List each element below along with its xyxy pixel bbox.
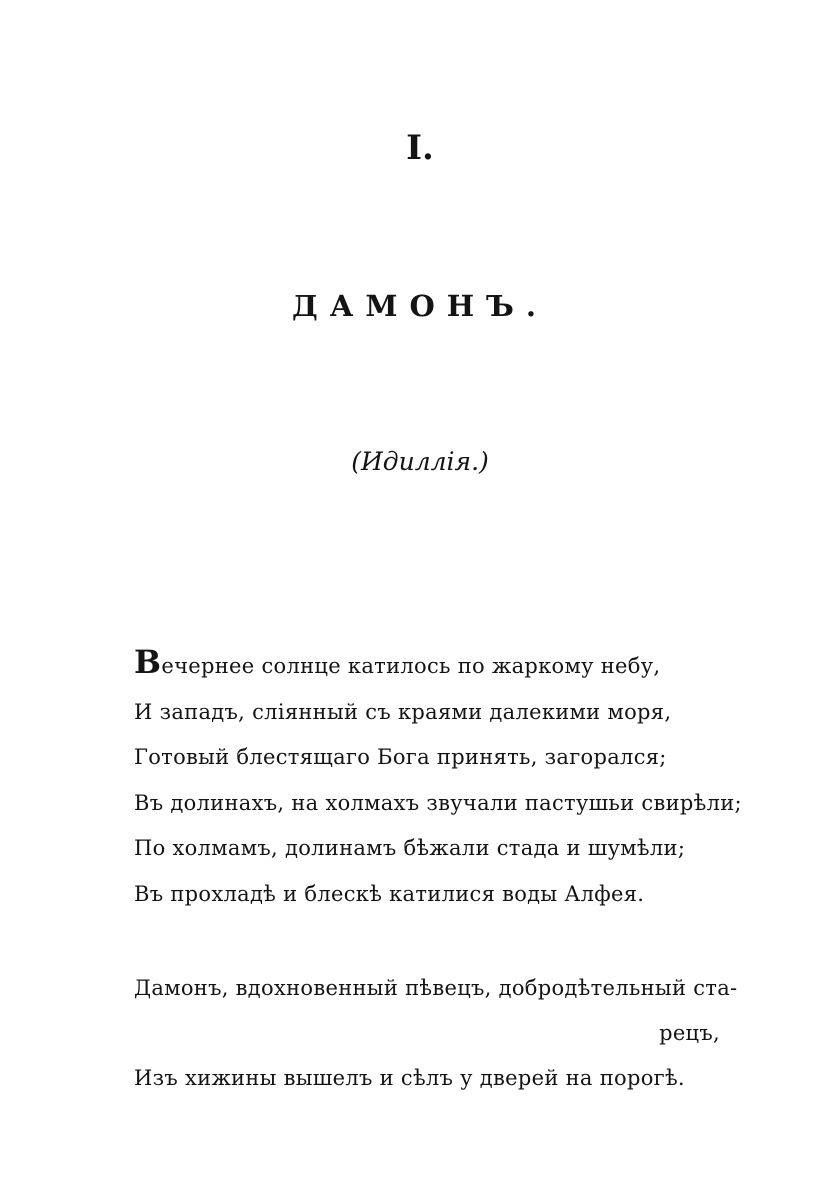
poem-title: ДАМОНЪ.	[291, 289, 548, 323]
drop-initial: В	[134, 643, 162, 681]
verse-line: Готовый блестящаго Бога принять, загорался;	[134, 745, 667, 769]
stanza-1	[134, 644, 754, 917]
verse-line: И западъ, сліянный съ краями далекими моря,	[134, 699, 672, 724]
verse-line: Въ прохладѣ и блескѣ катилися воды Алфея.	[134, 881, 645, 906]
poem-genre-subtitle: (Идиллія.)	[351, 447, 489, 476]
verse-line: Въ долинахъ, на холмахъ звучали пастушьи свирѣли;	[134, 790, 742, 815]
verse-line: Дамонъ, вдохновенный пѣвецъ, добродѣтельный ста-	[134, 976, 738, 1000]
stanza-2	[134, 966, 754, 1101]
verse-line-continuation: рецъ,	[659, 1021, 720, 1045]
chapter-numeral: I.	[406, 128, 434, 168]
verse-line: Изъ хижины вышелъ и сѣлъ у дверей на порогѣ.	[134, 1066, 685, 1090]
verse-line	[134, 644, 754, 690]
verse-line: По холмамъ, долинамъ бѣжали стада и шумѣли;	[134, 836, 686, 860]
verse-text: ечернее солнце катилось по жаркому небу,	[161, 654, 661, 678]
